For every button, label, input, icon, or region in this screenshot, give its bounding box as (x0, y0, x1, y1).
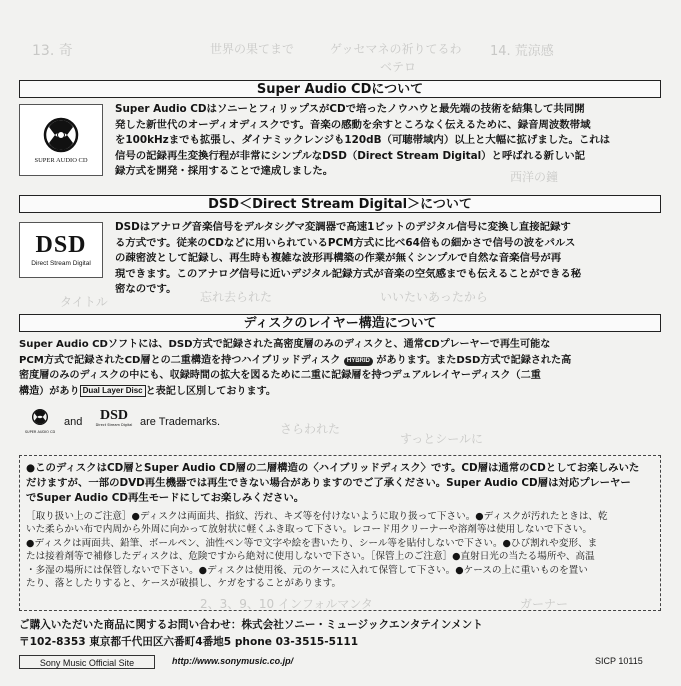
care-line: ●ディスクは両面共、鉛筆、ボールペン、油性ペン等で文字や絵を書いたり、シール等を貼付しないで下さい。●ひび割れや変形、ま (26, 537, 598, 549)
dsd-heading: DSD＜Direct Stream Digital＞について (19, 195, 661, 213)
ghost-text: 忘れ去られた (200, 290, 273, 304)
care-line: ・多湿の場所には保管しないで下さい。●ディスクは使用後、元のケースに入れて保管して下さい。●ケースの上に重いものを置い (26, 564, 588, 576)
notice-lead (26, 461, 654, 506)
dsd-logo (19, 222, 103, 278)
handling-care (26, 510, 654, 590)
layer-line (19, 353, 571, 369)
layer-line: Super Audio CDソフトには、DSD方式で記録された高密度層のみのディスクと、通常CDプレーヤーで再生可能な (19, 339, 551, 350)
ghost-text: さらわれた (280, 422, 341, 436)
mini-dsd-caption: Direct Stream Digital (95, 423, 133, 427)
ghost-text: 2、3、9、10 インフォルマンタ (200, 597, 373, 611)
ghost-text: ベテロ (380, 60, 417, 74)
mini-sacd-logo (22, 408, 58, 435)
dsd-line: る方式です。従来のCDなどに用いられているPCM方式に比べ64倍もの細かさで信号の波をパルス (115, 236, 576, 249)
dsd-line: の疎密波として記録し、再生時も複雑な波形再構築の作業が無くシンプルで自然な音楽信号が再 (115, 252, 562, 265)
sacd-line: 信号の記録再生変換行程が非常にシンプルなDSD（Direct Stream Digital）と呼ばれる新しい記 (115, 149, 586, 162)
trademark-and: and (64, 416, 83, 428)
layer-line-part: 構造）があり (19, 385, 80, 397)
sacd-logo-caption: SUPER AUDIO CD (34, 156, 88, 164)
dsd-line: 現できます。このアナログ信号に近いデジタル記録方式が音楽の空気感までも伝えることができる秘 (115, 267, 582, 280)
site-url[interactable]: http://www.sonymusic.co.jp/ (172, 656, 294, 666)
trademark-row (22, 408, 322, 440)
sacd-line: を100kHzまでも拡張し、ダイナミックレンジも120dB（可聴帯域内）以上と大幅に拡げました。これは (115, 134, 611, 147)
layer-line: 密度層のみのディスクの中にも、収録時間の拡大を図るために二重に記録層を持つデュアルレイヤーディスク（二重 (19, 370, 541, 382)
dsd-logo-caption: Direct Stream Digital (31, 260, 91, 267)
sacd-paragraph (115, 102, 610, 180)
care-line: たり、落としたりすると、ケースが破損し、ケガをすることがあります。 (26, 578, 342, 590)
layer-line-part: PCM方式で記録されたCD層との二重構造を持つハイブリッドディスク (19, 354, 341, 366)
ghost-text: 13. 奇 (32, 43, 73, 59)
mini-sacd-disc-icon (29, 408, 51, 426)
dsd-logo-word: DSD (35, 232, 87, 258)
sacd-disc-icon (37, 117, 85, 153)
ghost-text: 西洋の鐘 (510, 170, 559, 184)
hybrid-badge: HYBRID (344, 357, 373, 366)
ghost-text: 世界の果てまで (210, 42, 295, 56)
trademark-tail: are Trademarks. (140, 416, 221, 428)
contact-info (19, 617, 483, 651)
sacd-line: 録方式を開発・採用することで達成しました。 (115, 165, 334, 178)
notice-box (19, 455, 661, 611)
ghost-text: すっとシールに (400, 432, 484, 446)
contact-line: ご購入いただいた商品に関するお問い合わせ：株式会社ソニー・ミュージックエンタテインメント (19, 619, 483, 631)
official-site-label: Sony Music Official Site (19, 655, 155, 669)
notice-lead-line: だけますが、一部のDVD再生機器では再生できない場合がありますのでご了承ください。Super Audio CD層は対応プレーヤー (26, 477, 631, 489)
mini-dsd-logo (94, 408, 134, 428)
layer-heading: ディスクのレイヤー構造について (19, 314, 661, 332)
ghost-text: 14. 荒涼感 (490, 44, 554, 59)
dsd-line: DSDはアナログ音楽信号をデルタシグマ変調器で高速1ビットのデジタル信号に変換し直接記録す (115, 221, 571, 233)
dsd-line: 密なのです。 (115, 283, 177, 296)
dsd-paragraph (115, 220, 581, 298)
care-line: いた柔らかい布で内周から外周に向かって放射状に軽くふき取って下さい。レコード用クリーナーや溶剤等は使用しないで下さい。 (26, 524, 593, 536)
sacd-heading: Super Audio CDについて (19, 80, 661, 98)
layer-line (19, 384, 571, 400)
layer-line-part: があります。またDSD方式で記録された高 (376, 354, 572, 366)
ghost-text: タイトル (60, 295, 108, 309)
layer-line-part: と表記し区別しております。 (145, 385, 277, 397)
sacd-line: Super Audio CDはソニーとフィリップスがCDで培ったノウハウと最先端の技術を結集して共同開 (115, 103, 585, 115)
notice-lead-line: でSuper Audio CD再生モードにしてお楽しみください。 (26, 492, 305, 504)
ghost-text: ゲッセマネの祈りてるわ (330, 42, 462, 56)
care-line: ［取り扱い上のご注意］●ディスクは両面共、指紋、汚れ、キズ等を付けないように取り扱って下さい。●ディスクが汚れたときは、乾 (26, 511, 608, 522)
contact-address: 〒102-8353 東京都千代田区六番町4番地5 phone 03-3515-5111 (19, 636, 359, 648)
dual-layer-badge: Dual Layer Disc (80, 385, 146, 397)
layer-paragraph (19, 337, 571, 399)
mini-sacd-caption: SUPER AUDIO CD (24, 430, 56, 434)
mini-dsd-word: DSD (99, 408, 128, 423)
sacd-line: 発した新世代のオーディオディスクです。音楽の感動を余すところなく伝えるために、録音周波数帯域 (115, 118, 591, 131)
ghost-text: いいたいあったから (380, 290, 488, 304)
care-line: たは接着剤等で補修したディスクは、危険ですから絶対に使用しないで下さい。［保管上のご注意］●直射日光の当たる場所や、高温 (26, 551, 595, 563)
sacd-logo (19, 104, 103, 176)
catalog-number: SICP 10115 (595, 656, 643, 666)
ghost-text: ガーナー (520, 597, 569, 611)
notice-lead-line: ●このディスクはCD層とSuper Audio CD層の二層構造の〈ハイブリッドディスク〉です。CD層は通常のCDとしてお楽しみいた (26, 462, 640, 474)
